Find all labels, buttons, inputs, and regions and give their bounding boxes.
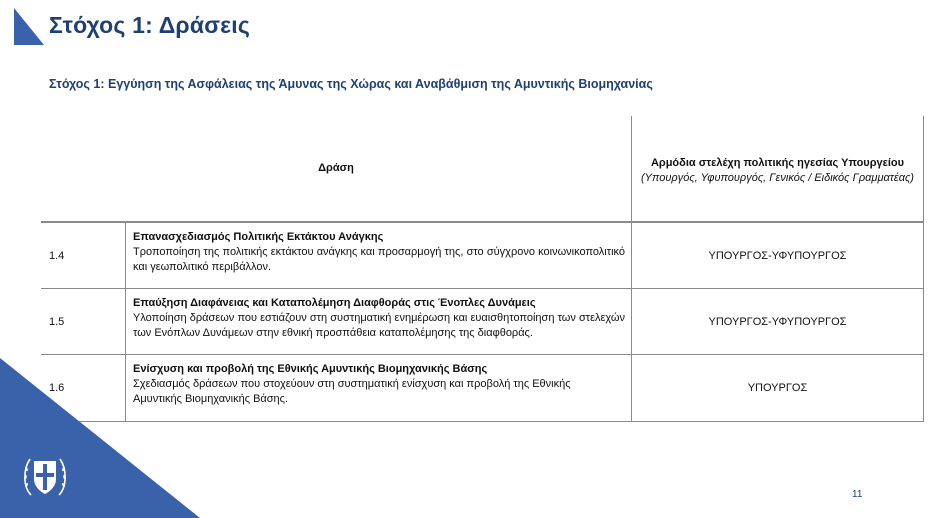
action-number: 1.5 — [49, 316, 65, 328]
action-title: Επαύξηση Διαφάνειας και Καταπολέμηση Διαφθοράς στις Ένοπλες Δυνάμεις — [133, 297, 536, 309]
goal-subtitle: Στόχος 1: Εγγύηση της Ασφάλειας της Άμυνας της Χώρας και Αναβάθμιση της Αμυντικής Βιομηχανίας — [49, 77, 653, 91]
action-description: Τροποποίηση της πολιτικής εκτάκτου ανάγκης και προσαρμογή της, στο σύγχρονο κοινωνικοπολιτικό και γεωπολιτικό περιβάλλον. — [133, 246, 625, 273]
table-row — [41, 289, 924, 354]
page-number: 11 — [852, 489, 863, 500]
responsible-officials: ΥΠΟΥΡΓΟΣ-ΥΦΥΠΟΥΡΓΟΣ — [708, 316, 847, 328]
responsible-officials: ΥΠΟΥΡΓΟΣ-ΥΦΥΠΟΥΡΓΟΣ — [708, 250, 847, 262]
action-cell — [133, 362, 593, 407]
column-header-responsible — [631, 156, 924, 186]
action-cell — [133, 230, 625, 275]
table-row — [41, 223, 924, 288]
column-header-responsible-title: Αρμόδια στελέχη πολιτικής ηγεσίας Υπουργείου — [650, 157, 905, 169]
action-title: Ενίσχυση και προβολή της Εθνικής Αμυντικής Βιομηχανικής Βάσης — [133, 363, 488, 375]
action-title: Επανασχεδιασμός Πολιτικής Εκτάκτου Ανάγκης — [133, 231, 384, 243]
corner-triangle-decoration — [14, 8, 44, 45]
column-header-responsible-subtitle: (Υπουργός, Υφυπουργός, Γενικός / Ειδικός Γραμματέας) — [641, 172, 914, 184]
action-cell — [133, 296, 625, 341]
page-title: Στόχος 1: Δράσεις — [49, 12, 250, 38]
action-number: 1.4 — [49, 250, 65, 262]
action-number: 1.6 — [49, 382, 65, 394]
action-description: Υλοποίηση δράσεων που εστιάζουν στη συστηματική ενημέρωση και ευαισθητοποίηση των στελεχών των Ενόπλων Δυνάμεων στην εθνική προσπάθεια καταπολέμησης της διαφθοράς. — [133, 312, 625, 339]
hellenic-republic-emblem-icon — [21, 451, 69, 501]
action-description: Σχεδιασμός δράσεων που στοχεύουν στη συστηματική ενίσχυση και προβολή της Εθνικής Αμυντικής Βιομηχανικής Βάσης. — [133, 378, 571, 405]
responsible-officials: ΥΠΟΥΡΓΟΣ — [747, 382, 808, 394]
column-header-action: Δράση — [318, 162, 354, 174]
